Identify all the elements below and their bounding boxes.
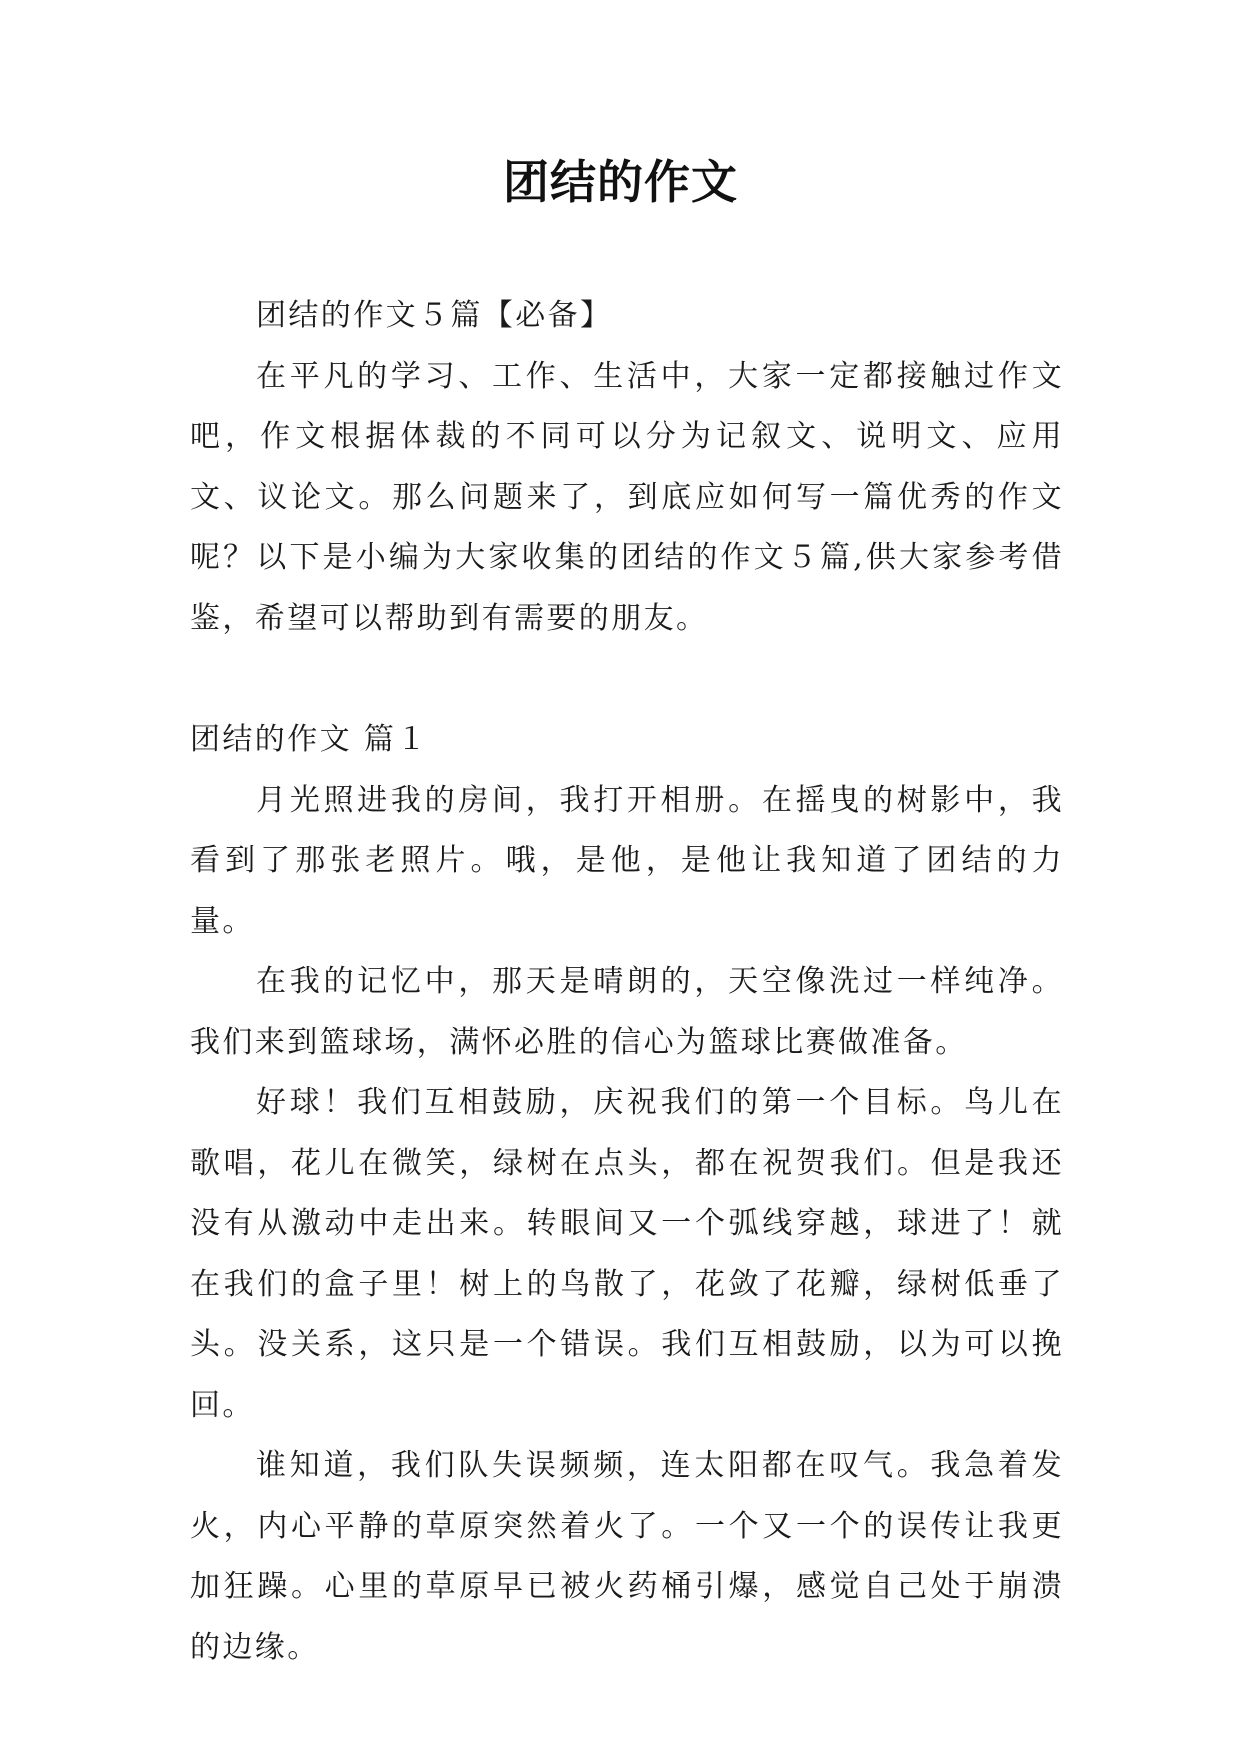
intro-paragraph: 在平凡的学习、工作、生活中，大家一定都接触过作文吧，作文根据体裁的不同可以分为记叙文、说明文、应用文、议论文。那么问题来了，到底应如何写一篇优秀的作文呢？以下是小编为大家收集的团结的作文５篇,供大家参考借鉴，希望可以帮助到有需要的朋友。	[190, 358, 1064, 636]
document-title: 团结的作文	[503, 155, 738, 209]
document-subtitle: 团结的作文５篇【必备】	[256, 298, 613, 333]
section-heading: 团结的作文 篇１	[190, 722, 429, 757]
body-paragraph: 谁知道，我们队失误频频，连太阳都在叹气。我急着发火，内心平静的草原突然着火了。一个又一个的误传让我更加狂躁。心里的草原早已被火药桶引爆，感觉自己处于崩溃的边缘。	[190, 1448, 1064, 1665]
body-paragraph: 在我的记忆中，那天是晴朗的，天空像洗过一样纯净。我们来到篮球场，满怀必胜的信心为篮球比赛做准备。	[190, 964, 1064, 1060]
body-paragraph: 好球！我们互相鼓励，庆祝我们的第一个目标。鸟儿在歌唱，花儿在微笑，绿树在点头，都在祝贺我们。但是我还没有从激动中走出来。转眼间又一个弧线穿越，球进了！就在我们的盒子里！树上的鸟散了，花敛了花瓣，绿树低垂了头。没关系，这只是一个错误。我们互相鼓励，以为可以挽回。	[190, 1085, 1064, 1423]
body-paragraph: 月光照进我的房间，我打开相册。在摇曳的树影中，我看到了那张老照片。哦，是他，是他让我知道了团结的力量。	[190, 782, 1064, 939]
document-body	[190, 286, 1064, 1678]
